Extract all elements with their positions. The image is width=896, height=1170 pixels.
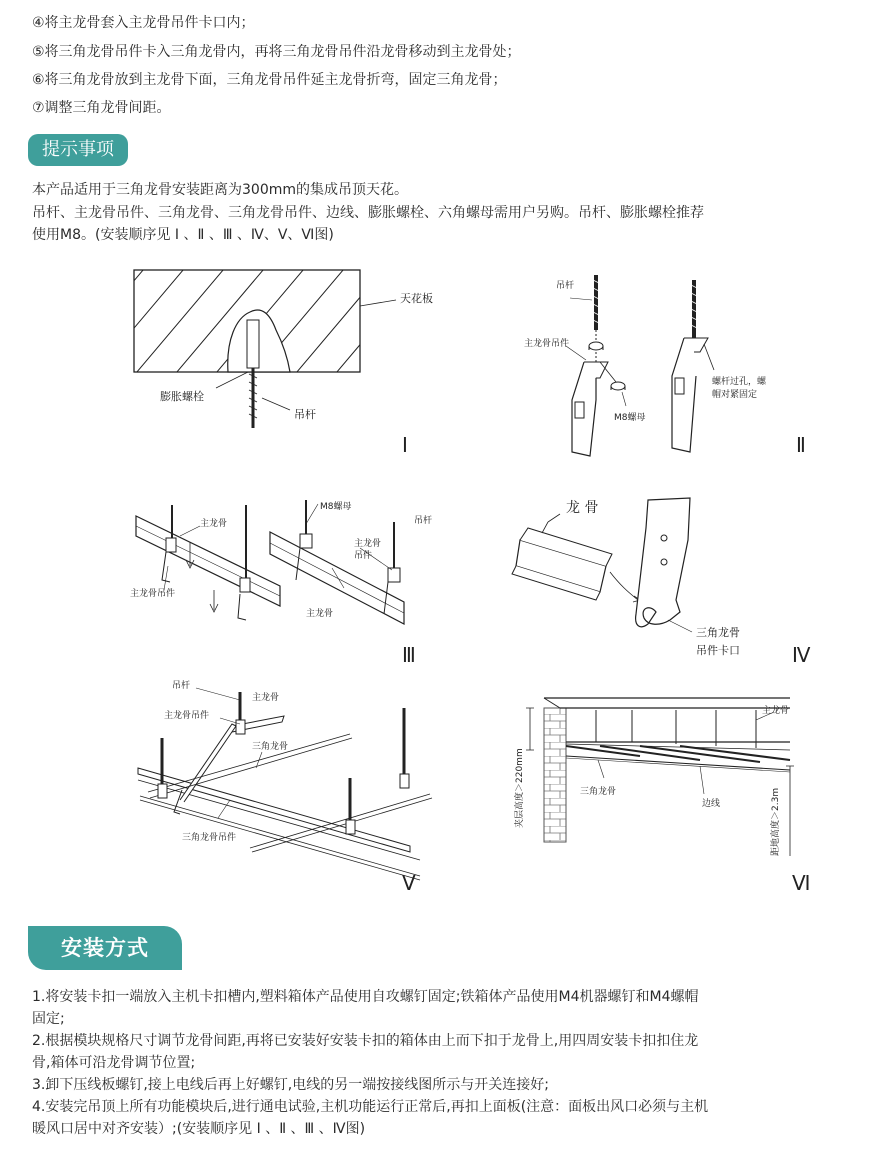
f5-main-label: 主龙骨 (252, 693, 280, 703)
f3-hanger2-line1: 主龙骨 (354, 539, 382, 549)
f6-mezzanine-height: 夹层高度＞220mm (515, 748, 525, 828)
figure-2-number: Ⅱ (796, 433, 806, 457)
step-7: ⑦调整三角龙骨间距。 (32, 100, 171, 116)
f2-note-line1: 螺杆过孔，螺 (712, 377, 767, 387)
figure-6-section (526, 698, 794, 856)
figure-3-main-keel (136, 500, 404, 624)
f4-clip-line2: 吊件卡口 (696, 644, 740, 657)
f3-rod-label: 吊杆 (414, 516, 433, 526)
step-6: ⑥将三角龙骨放到主龙骨下面，三角龙骨吊件延主龙骨折弯，固定三角龙骨； (32, 72, 507, 88)
install-line-5: 3.卸下压线板螺钉,接上电线后再上好螺钉,电线的另一端按接线图所示与开关连接好; (32, 1077, 549, 1093)
f3-main-label: 主龙骨 (200, 519, 228, 529)
f5-rod-label: 吊杆 (172, 681, 191, 691)
f1-rod-label: 吊杆 (294, 408, 316, 421)
notes-line-1: 本产品适用于三角龙骨安装距离为300mm的集成吊顶天花。 (32, 182, 408, 198)
install-line-1: 1.将安装卡扣一端放入主机卡扣槽内,塑料箱体产品使用自攻螺钉固定;铁箱体产品使用M4机器螺钉和M4螺帽 (32, 989, 699, 1005)
figure-4-number: Ⅳ (792, 643, 811, 667)
f6-floor-height: 距地高度＞2.3m (771, 787, 781, 856)
figure-5-number: Ⅴ (402, 871, 416, 895)
install-line-4: 骨,箱体可沿龙骨调节位置; (32, 1055, 196, 1071)
f5-tri-label: 三角龙骨 (252, 742, 289, 752)
f6-edge-label: 边线 (702, 799, 721, 809)
f3-hanger2-line2: 吊件 (354, 551, 373, 561)
f2-rod-label: 吊杆 (556, 281, 575, 291)
notes-heading: 提示事项 (28, 134, 128, 166)
f3-hanger-label: 主龙骨吊件 (130, 589, 176, 599)
figure-6-number: Ⅵ (792, 871, 811, 895)
f5-trihanger-label: 三角龙骨吊件 (182, 833, 237, 843)
figure-2-hanger-assembly (566, 275, 714, 456)
notes-line-3: 使用M8。(安装顺序见 Ⅰ 、Ⅱ 、Ⅲ 、Ⅳ、Ⅴ、Ⅵ图) (32, 227, 334, 243)
step-4: ④将主龙骨套入主龙骨吊件卡口内； (32, 15, 255, 31)
f3-nut-label: M8螺母 (320, 502, 352, 512)
figure-3-number: Ⅲ (402, 643, 416, 667)
install-line-7: 暖风口居中对齐安装）;(安装顺序见 Ⅰ 、Ⅱ 、Ⅲ 、Ⅳ图) (32, 1121, 366, 1137)
figure-1-number: Ⅰ (402, 433, 408, 457)
install-line-2: 固定; (32, 1011, 65, 1027)
f4-keel-label: 龙 骨 (566, 500, 599, 516)
f6-main-label: 主龙骨 (762, 706, 790, 716)
f1-bolt-label: 膨胀螺栓 (160, 390, 204, 403)
step-5: ⑤将三角龙骨吊件卡入三角龙骨内，再将三角龙骨吊件沿龙骨移动到主龙骨处； (32, 44, 521, 60)
f2-hanger-label: 主龙骨吊件 (524, 339, 570, 349)
f6-tri-label: 三角龙骨 (580, 787, 617, 797)
f5-hanger-label: 主龙骨吊件 (164, 711, 210, 721)
f4-clip-line1: 三角龙骨 (696, 626, 740, 639)
f2-note-line2: 帽对紧固定 (712, 390, 758, 400)
notes-line-2: 吊杆、主龙骨吊件、三角龙骨、三角龙骨吊件、边线、膨胀螺栓、六角螺母需用户另购。吊杆、膨胀螺栓推荐 (32, 205, 704, 221)
install-heading: 安装方式 (28, 926, 182, 970)
figure-4-keel-clip (512, 498, 692, 632)
f1-ceiling-label: 天花板 (400, 292, 433, 305)
f2-nut-label: M8螺母 (614, 413, 646, 423)
figure-1-ceiling-bolt (40, 250, 440, 428)
install-line-3: 2.根据模块规格尺寸调节龙骨间距,再将已安装好安装卡扣的箱体由上而下扣于龙骨上,用四周安装卡扣扣住龙 (32, 1033, 699, 1049)
install-line-6: 4.安装完吊顶上所有功能模块后,进行通电试验,主机功能运行正常后,再扣上面板(注意：面板出风口必须与主机 (32, 1099, 709, 1115)
f3-main2-label: 主龙骨 (306, 609, 334, 619)
